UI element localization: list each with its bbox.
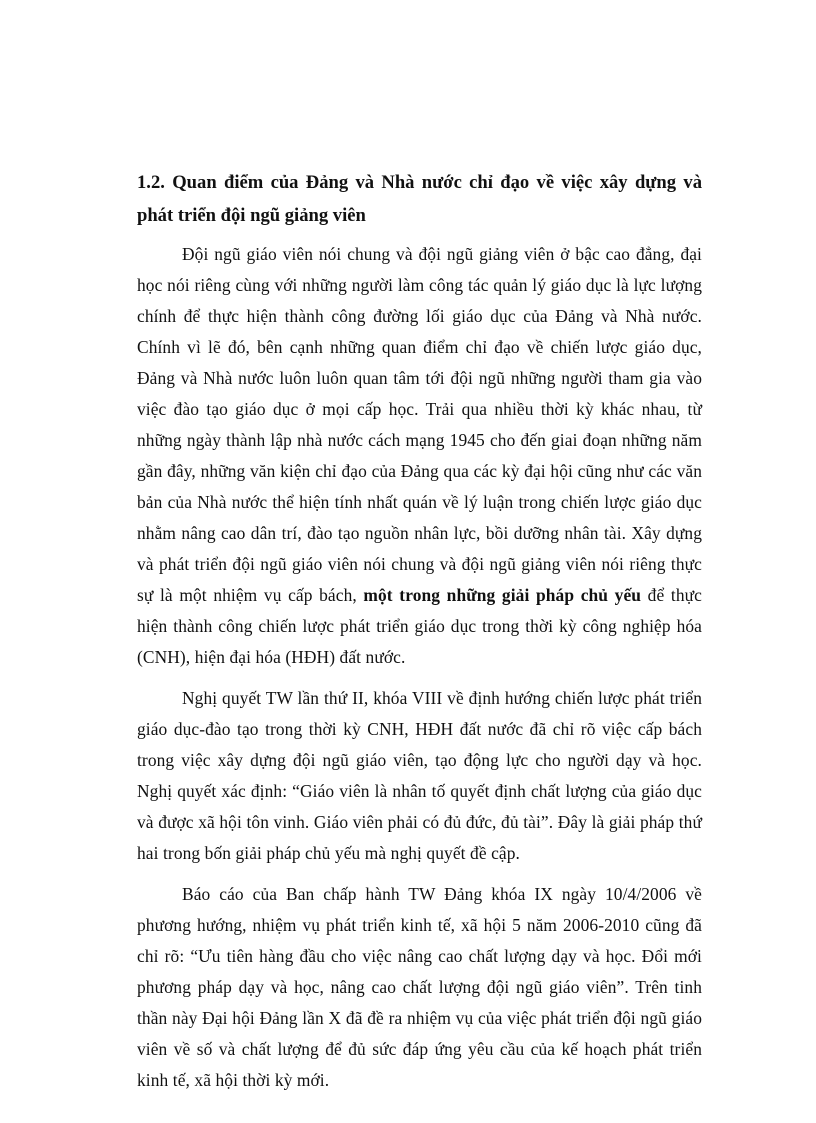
document-page [137,166,702,1106]
paragraph-3: Báo cáo của Ban chấp hành TW Đảng khóa IX ngày 10/4/2006 về phương hướng, nhiệm vụ phát triển kinh tế, xã hội 5 năm 2006-2010 cũng đã chỉ rõ: “Ưu tiên hàng đầu cho việc nâng cao chất lượng dạy và học. Đổi mới phương pháp dạy và học, nâng cao chất lượng đội ngũ giáo viên”. Trên tinh thần này Đại hội Đảng lần X đã đề ra nhiệm vụ của việc phát triển đội ngũ giáo viên về số và chất lượng để đủ sức đáp ứng yêu cầu của kế hoạch phát triển kinh tế, xã hội thời kỳ mới. [137,884,702,1090]
section-heading: 1.2. Quan điểm của Đảng và Nhà nước chỉ đạo về việc xây dựng và phát triển đội ngũ giảng viên [137,172,702,226]
paragraph-1-text-end: để thực hiện thành công chiến lược phát triển giáo dục trong thời kỳ công nghiệp hóa (CNH), hiện đại hóa (HĐH) đất nước. [137,585,702,667]
paragraph-1 [137,239,702,673]
paragraph-1-bold-phrase: một trong những giải pháp chủ yếu [363,585,642,605]
paragraph-2: Nghị quyết TW lần thứ II, khóa VIII về định hướng chiến lược phát triển giáo dục-đào tạo trong thời kỳ CNH, HĐH đất nước đã chỉ rõ việc cấp bách trong việc xây dựng đội ngũ giáo viên, tạo động lực cho người dạy và học. Nghị quyết xác định: “Giáo viên là nhân tố quyết định chất lượng của giáo dục và được xã hội tôn vinh. Giáo viên phải có đủ đức, đủ tài”. Đây là giải pháp thứ hai trong bốn giải pháp chủ yếu mà nghị quyết đề cập. [137,688,702,863]
paragraph-1-text: Đội ngũ giáo viên nói chung và đội ngũ giảng viên ở bậc cao đẳng, đại học nói riêng cùng với những người làm công tác quản lý giáo dục là lực lượng chính để thực hiện thành công đường lối giáo dục của Đảng và Nhà nước. Chính vì lẽ đó, bên cạnh những quan điểm chỉ đạo về chiến lược giáo dục, Đảng và Nhà nước luôn luôn quan tâm tới đội ngũ những người tham gia vào việc đào tạo giáo dục ở mọi cấp học. Trải qua nhiều thời kỳ khác nhau, từ những ngày thành lập nhà nước cách mạng 1945 cho đến giai đoạn những năm gần đây, những văn kiện chỉ đạo của Đảng qua các kỳ đại hội cũng như các văn bản của Nhà nước thể hiện tính nhất quán về lý luận trong chiến lược giáo dục nhằm nâng cao dân trí, đào tạo nguồn nhân lực, bồi dưỡng nhân tài. Xây dựng và phát triển đội ngũ giáo viên nói chung và đội ngũ giảng viên nói riêng thực sự là một nhiệm vụ cấp bách, [137,244,702,605]
